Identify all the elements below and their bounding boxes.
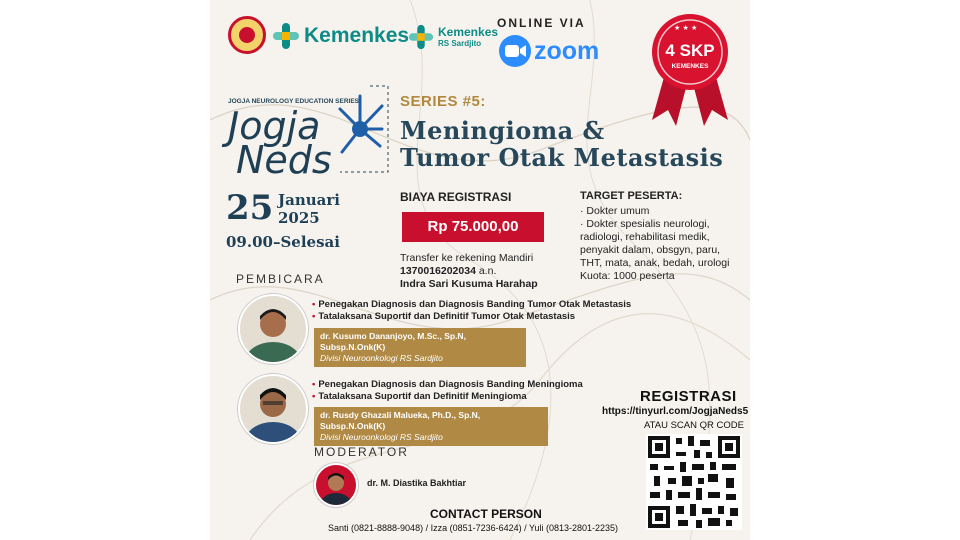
speaker-2-division: Divisi Neuroonkologi RS Sardjito [320,432,443,442]
speaker-1-avatar [238,294,308,364]
speaker-1-nameplate [314,328,526,367]
target-line3: radiologi, rehabilitasi medik, [580,231,710,243]
kemenkes-logo [272,20,409,52]
fee-account-number: 1370016202034 [400,265,476,277]
target-quota: Kuota: 1000 peserta [580,270,675,282]
kemenkes-sardjito-emblem-icon [408,24,434,50]
fee-price: Rp 75.000,00 [402,212,544,242]
event-day: 25 [226,188,274,228]
contact-line: Santi (0821-8888-9048) / Izza (0851-7236-6424) / Yuli (0813-2801-2235) [328,523,619,533]
qr-code-icon [646,434,742,530]
speaker-2-topic-1: • Penegakan Diagnosis dan Diagnosis Banding Meningioma [312,379,583,390]
speaker-1-name: dr. Kusumo Dananjoyo, M.Sc., Sp.N, Subsp.N.Onk(K) [320,331,466,352]
event-month: Januari [278,191,340,209]
moderator-avatar [314,463,358,507]
fee-account-name: Indra Sari Kusuma Harahap [400,278,538,290]
moderator-portrait-icon [316,465,356,505]
rs-sardjito-text: RS Sardjito [438,38,482,48]
fee-transfer-line: Transfer ke rekening Mandiri [400,252,534,264]
registration-scan-text: ATAU SCAN QR CODE [644,420,744,431]
event-time: 09.00–Selesai [226,233,340,251]
series-label: SERIES #5: [400,93,486,110]
svg-text:★ ★ ★: ★ ★ ★ [674,24,698,32]
brand-series-name: JOGJA NEUROLOGY EDUCATION SERIES [228,98,359,105]
registration-qr-code[interactable] [646,434,742,530]
kemenkes-sardjito-logo [408,21,498,53]
contact-heading: CONTACT PERSON [430,507,542,521]
skp-sub: KEMENKES [671,63,709,70]
target-line2: · Dokter spesialis neurologi, [580,218,710,230]
kemenkes-text: Kemenkes [304,24,410,47]
online-via-label: ONLINE VIA [497,16,586,30]
speaker-2-avatar [238,374,308,444]
speaker-1-topic-1: • Penegakan Diagnosis dan Diagnosis Banding Tumor Otak Metastasis [312,299,632,310]
speaker-1-topic-2-text: Tatalaksana Suportif dan Definitif Tumor Otak Metastasis [318,311,576,322]
brand-line2: Neds [236,138,332,182]
event-poster [210,0,750,540]
speaker-2-portrait-icon [240,376,306,442]
target-line5: THT, mata, anak, bedah, urologi [580,257,730,269]
event-title-line2: Tumor Otak Metastasis [400,143,724,172]
event-year: 2025 [278,209,320,227]
kemenkes-emblem-icon [272,22,300,50]
zoom-logo [498,34,599,68]
registration-url[interactable]: https://tinyurl.com/JogjaNeds5 [602,406,749,417]
speaker-2-topic-2-text: Tatalaksana Suportif dan Definitif Meningioma [318,391,527,402]
event-title-line1: Meningioma & [400,116,605,145]
brand-line1: Jogja [228,104,321,148]
registration-heading: REGISTRASI [640,388,737,405]
skp-value: 4 SKP [665,41,715,60]
target-heading: TARGET PESERTA: [580,190,683,202]
hospital-seal-logo [228,16,266,54]
moderator-name: dr. M. Diastika Bakhtiar [367,478,467,488]
fee-heading: BIAYA REGISTRASI [400,190,512,204]
speaker-2-name: dr. Rusdy Ghazali Malueka, Ph.D., Sp.N, Subsp.N.Onk(K) [320,410,481,431]
moderator-heading: MODERATOR [314,445,409,459]
speakers-heading: PEMBICARA [236,272,325,286]
speaker-2-nameplate [314,407,548,446]
fee-account [400,265,496,278]
speaker-2-topic-2: • Tatalaksana Suportif dan Definitif Meningioma [312,391,527,402]
kemenkes-sardjito-text: Kemenkes [438,24,499,39]
speaker-1-topic-2: • Tatalaksana Suportif dan Definitif Tumor Otak Metastasis [312,311,576,322]
speaker-1-division: Divisi Neuroonkologi RS Sardjito [320,353,443,363]
target-line1: · Dokter umum [580,205,650,217]
zoom-text: zoom [534,36,600,65]
fee-account-suffix: a.n. [478,265,497,277]
skp-badge [644,10,736,128]
speaker-2-topic-1-text: Penegakan Diagnosis dan Diagnosis Banding Meningioma [318,379,583,390]
zoom-camera-icon [498,34,532,68]
speaker-1-portrait-icon [240,296,306,362]
brand-block [222,84,392,194]
target-line4: penyakit dalam, obsgyn, paru, [580,244,721,256]
target-list [580,205,729,283]
speaker-1-topic-1-text: Penegakan Diagnosis dan Diagnosis Banding Tumor Otak Metastasis [318,299,632,310]
